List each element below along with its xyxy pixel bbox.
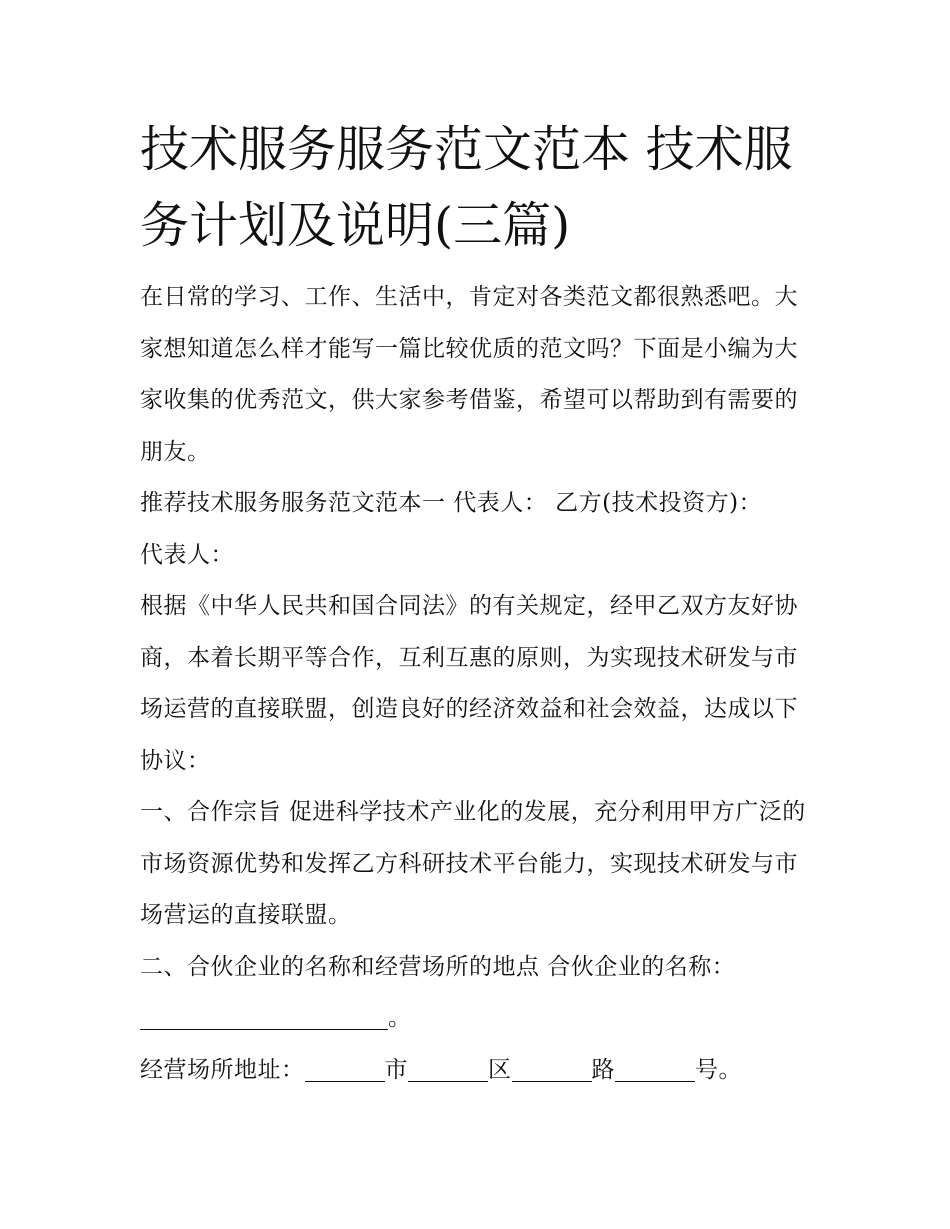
number-blank [615,1056,695,1081]
section-one-paragraph: 一、合作宗旨 促进科学技术产业化的发展，充分利用甲方广泛的市场资源优势和发挥乙方科研技术平台能力，实现技术研发与市场营运的直接联盟。 [140,799,806,928]
city-blank [305,1056,385,1081]
document-page [140,112,820,1096]
city-label: 市 [384,1056,408,1083]
enterprise-name-blank-suffix: 。 [388,1005,412,1031]
document-title: 技术服务服务范文范本 技术服务计划及说明(三篇) [140,121,793,254]
number-label: 号。 [695,1056,742,1083]
section-two-paragraph: 二、合伙企业的名称和经营场所的地点 合伙企业的名称： [140,953,736,980]
enterprise-name-blank-line [140,993,820,1045]
address-line [140,1045,820,1097]
recommend-line: 推荐技术服务服务范文范本一 代表人： 乙方(技术投资方)： [140,490,763,516]
road-label: 路 [591,1056,615,1083]
contract-law-paragraph: 根据《中华人民共和国合同法》的有关规定，经甲乙双方友好协商，本着长期平等合作，互利互惠的原则，为实现技术研发与市场运营的直接联盟，创造良好的经济效益和社会效益，达成以下协议： [140,593,798,774]
enterprise-name-blank [140,1005,388,1030]
representative-line: 代表人： [140,541,234,568]
intro-paragraph: 在日常的学习、工作、生活中，肯定对各类范文都很熟悉吧。大家想知道怎么样才能写一篇比较优质的范文吗？下面是小编为大家收集的优秀范文，供大家参考借鉴，希望可以帮助到有需要的朋友。 [140,284,798,465]
district-label: 区 [488,1056,512,1083]
road-blank [512,1056,592,1081]
district-blank [408,1056,488,1081]
address-label: 经营场所地址： [140,1056,305,1083]
